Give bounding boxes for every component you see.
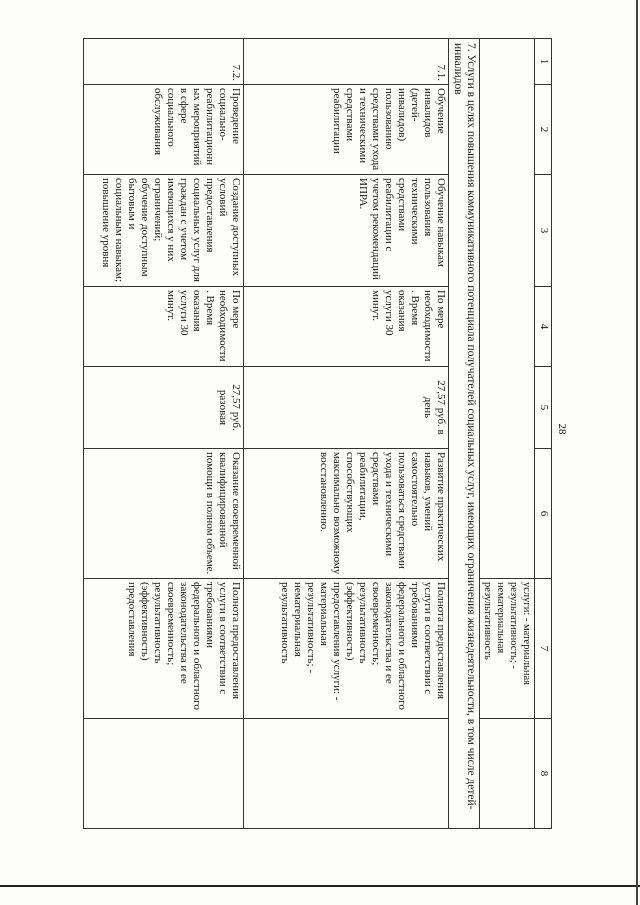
service-result: Развитие практических навыков, умений самостоятельно пользоваться средствами ухода и техническими средствами реабилитации, способствующих максимально возможному восстановлению. xyxy=(244,449,449,579)
service-price: 27,57 руб. разовая xyxy=(84,367,244,449)
page-number: 28 xyxy=(556,423,568,435)
table-row xyxy=(244,39,449,829)
col-number: 1 xyxy=(535,39,552,85)
col-number: 8 xyxy=(535,719,552,829)
service-quality: Полнота предоставления услуги в соответствии с требованиями федерального и областного законодательства и ее своевременность; результативность (эффективность) предоставления услуги: - материальная результативность; - нематериальная результативность xyxy=(244,579,449,719)
scan-edge-right xyxy=(636,0,638,905)
service-timing: По мере необходимости. Время оказания услуги 30 минут. xyxy=(84,287,244,367)
service-name: Проведение социально-реабилитационных мероприятий в сфере социального обслуживания xyxy=(84,85,244,175)
col-number: 6 xyxy=(535,449,552,579)
scan-edge-bottom xyxy=(0,885,640,887)
col-number: 7 xyxy=(535,579,552,719)
service-quality: Полнота предоставления услуги в соответствии с требованиями федерального и областного законодательства и ее своевременность; результативность (эффективность) предоставления xyxy=(84,579,244,719)
continuation-cell: услуги: - материальная результативность; - нематериальная результативность xyxy=(480,579,535,719)
service-content: Создание доступных условий предоставления социальных услуг для граждан с учетом имеющихся у них ограничений; обучение доступным бытовым и социальным навыкам; повышение уровня xyxy=(84,175,244,287)
section-header-row xyxy=(449,39,480,829)
continuation-row xyxy=(480,39,535,829)
services-table xyxy=(83,38,552,829)
service-name: Обучение инвалидов (детей-инвалидов) пользованию средствами ухода и техническими средствами реабилитации xyxy=(244,85,449,175)
col-number: 3 xyxy=(535,175,552,287)
table-row xyxy=(84,39,244,829)
row-number: 7.2. xyxy=(84,39,244,85)
row-number: 7.1. xyxy=(244,39,449,85)
col-number: 4 xyxy=(535,287,552,367)
service-price: 27,57 руб. в день xyxy=(244,367,449,449)
column-number-row xyxy=(535,39,552,829)
section-title: 7. Услуги в целях повышения коммуникативного потенциала получателей социальных услуг, имеющих ограничения жизнедеятельности, в том числе детей-инвалидов xyxy=(449,39,480,829)
col-number: 2 xyxy=(535,85,552,175)
rotated-table-page xyxy=(80,4,568,854)
col-number: 5 xyxy=(535,367,552,449)
service-timing: По мере необходимости. Время оказания услуги 30 минут. xyxy=(244,287,449,367)
service-content: Обучение навыкам пользования техническими средствами реабилитации с учетом рекомендаций ИПРА. xyxy=(244,175,449,287)
service-result: Оказание своевременной квалифицированной помощи в полном объеме. xyxy=(84,449,244,579)
